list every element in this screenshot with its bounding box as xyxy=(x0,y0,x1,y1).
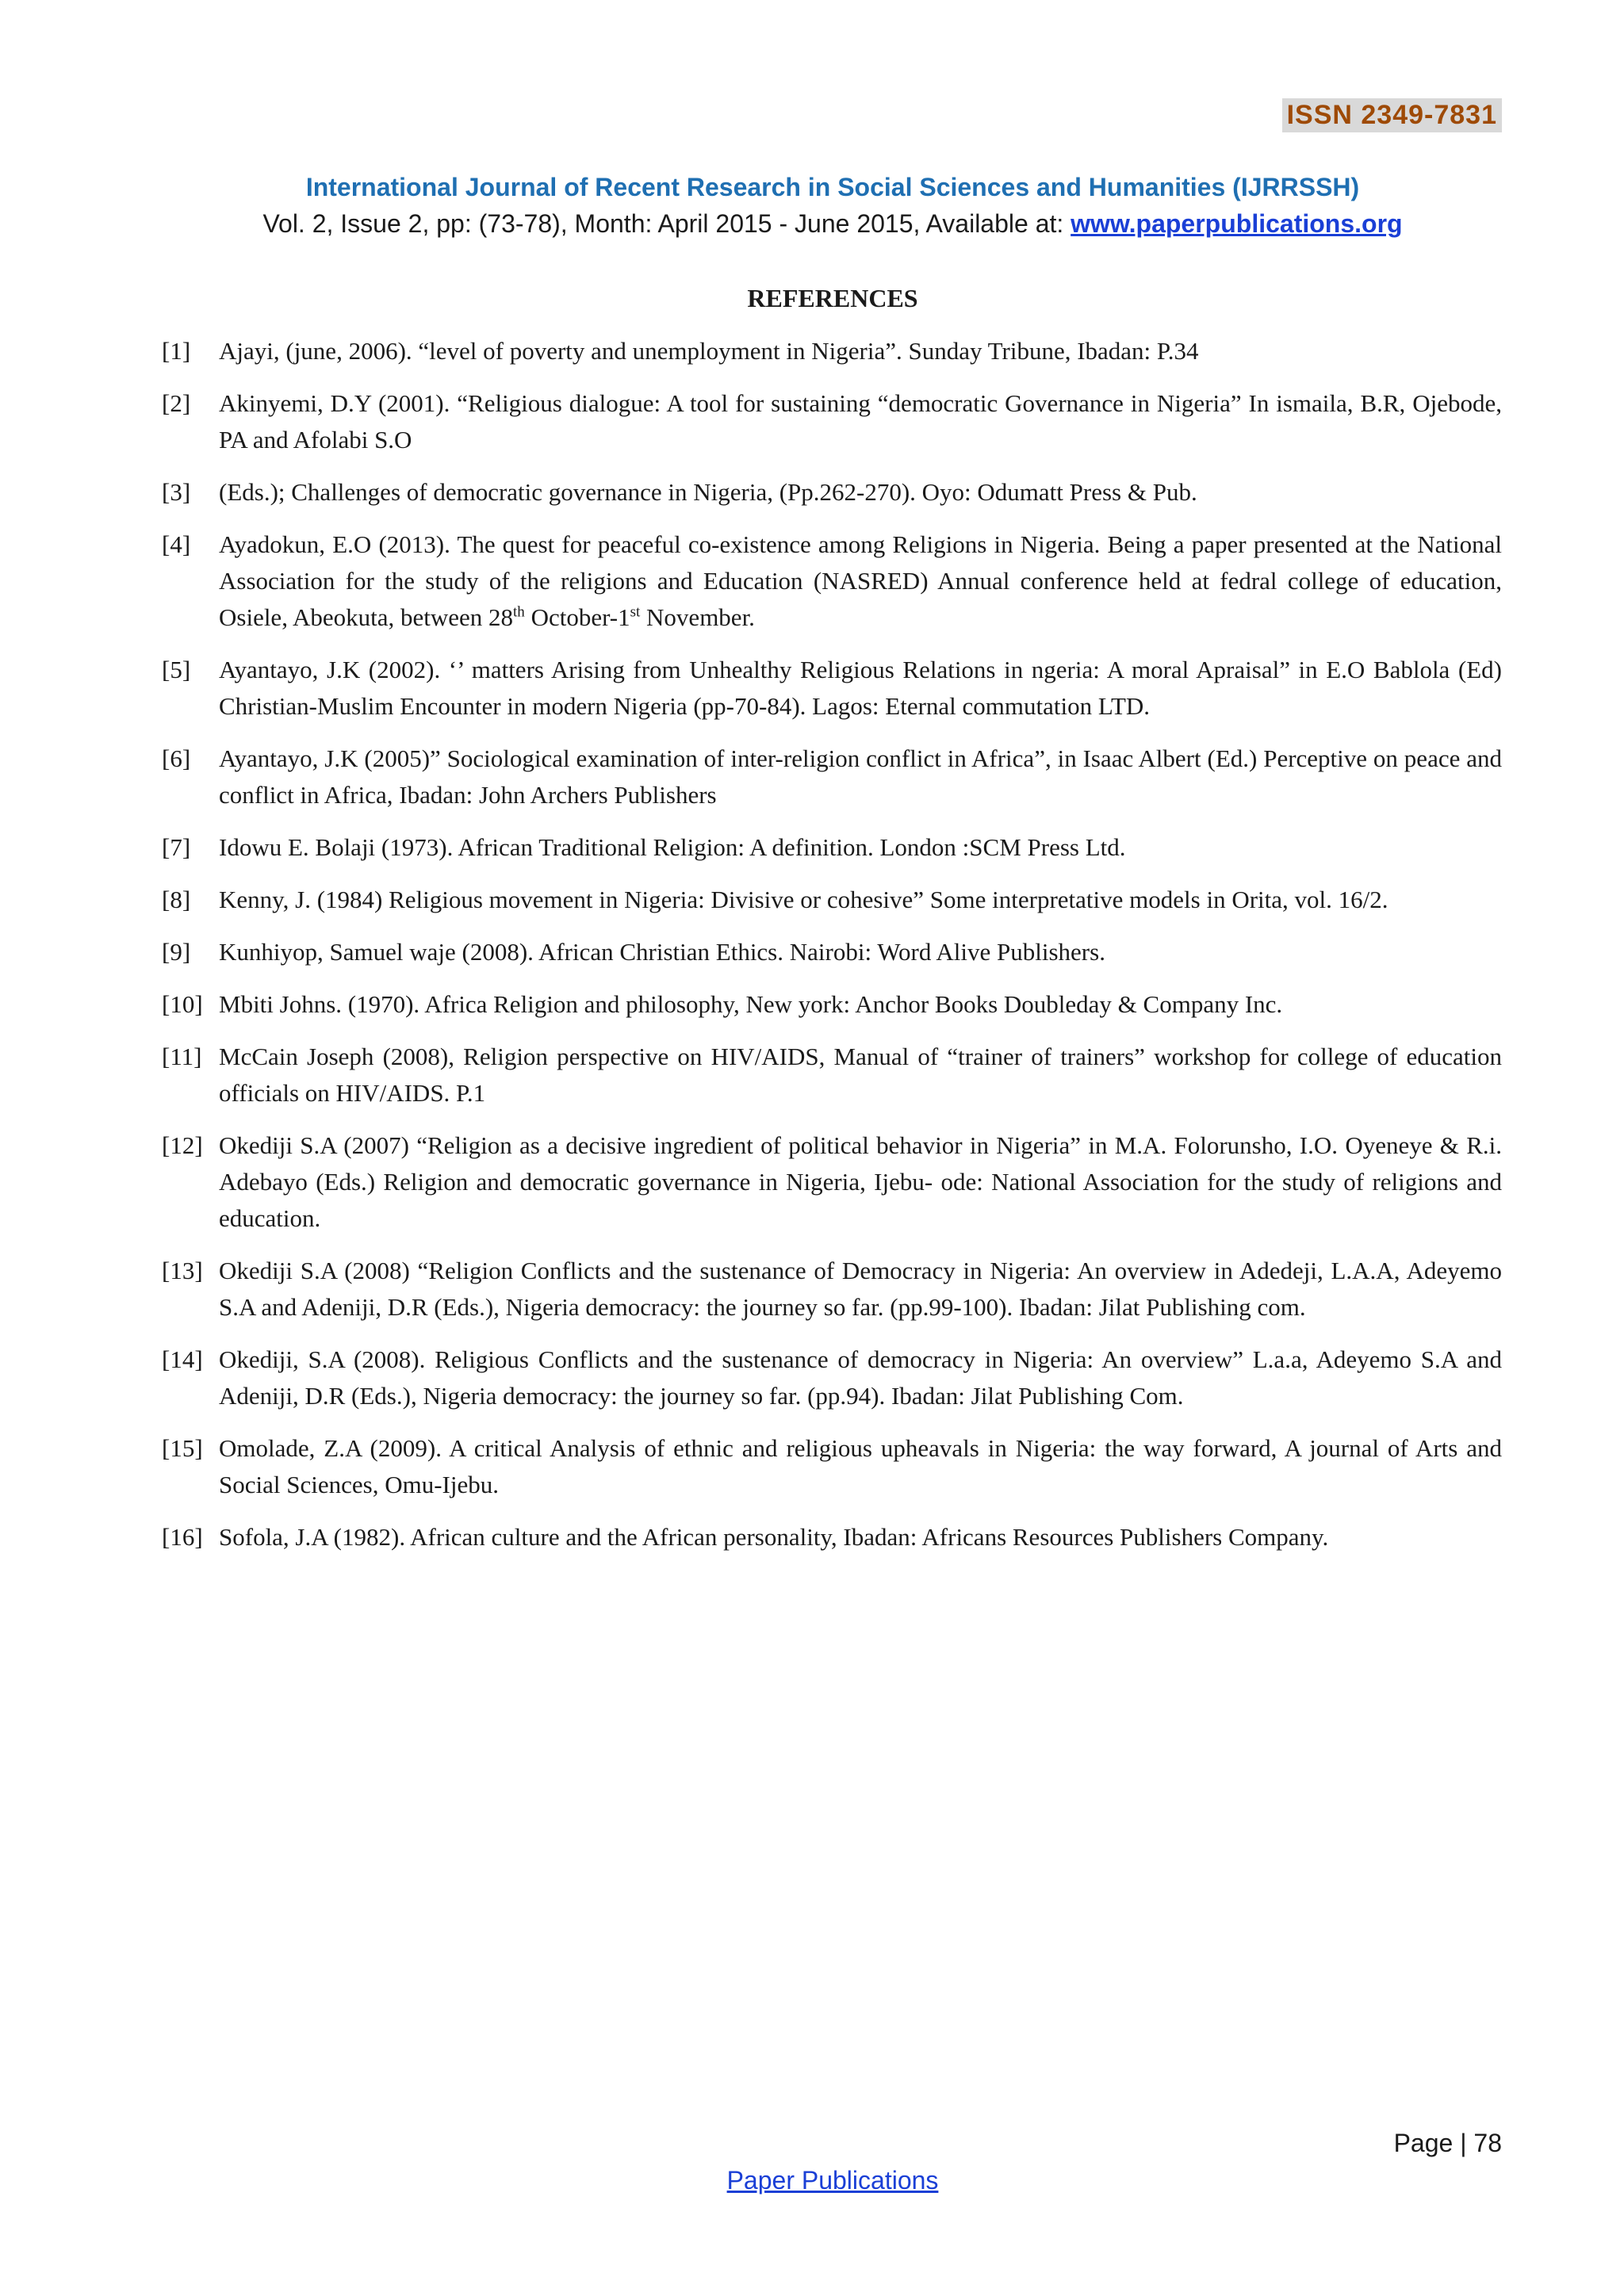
reference-text: Mbiti Johns. (1970). Africa Religion and philosophy, New york: Anchor Books Doubleday & Company Inc. xyxy=(219,990,1283,1018)
reference-number: [13] xyxy=(162,1257,203,1284)
reference-number: [3] xyxy=(162,478,191,506)
publisher-link[interactable]: Paper Publications xyxy=(726,2166,939,2195)
superscript: st xyxy=(630,603,641,621)
reference-item xyxy=(162,740,1502,813)
reference-number: [11] xyxy=(162,1043,202,1070)
reference-item xyxy=(162,829,1502,866)
reference-number: [6] xyxy=(162,744,191,772)
reference-text-part: Ayadokun, E.O (2013). The quest for peaceful co-existence among Religions in Nigeria. Being a paper presented at the National Association for the study of the religions and Education (NASRED) Annual conference held at fedral college of education, Osiele, Abeokuta, between 28 xyxy=(219,530,1502,631)
reference-number: [1] xyxy=(162,337,191,365)
reference-number: [5] xyxy=(162,656,191,683)
reference-text: Ayantayo, J.K (2002). ‘’ matters Arising from Unhealthy Religious Relations in ngeria: A moral Apraisal” in E.O Bablola (Ed) Christian-Muslim Encounter in modern Nigeria (pp-70-84). Lagos: Eternal commutation LTD. xyxy=(219,656,1502,720)
references-heading: REFERENCES xyxy=(747,284,918,312)
reference-item xyxy=(162,652,1502,725)
reference-item xyxy=(162,474,1502,511)
reference-number: [9] xyxy=(162,938,191,966)
reference-text: Omolade, Z.A (2009). A critical Analysis of ethnic and religious upheavals in Nigeria: the way forward, A journal of Arts and Social Sciences, Omu-Ijebu. xyxy=(219,1434,1502,1498)
reference-number: [14] xyxy=(162,1345,203,1373)
reference-item xyxy=(162,1253,1502,1326)
reference-number: [12] xyxy=(162,1131,203,1159)
journal-info-text: Vol. 2, Issue 2, pp: (73-78), Month: April 2015 - June 2015, Available at: xyxy=(262,209,1071,238)
reference-text: Okediji S.A (2008) “Religion Conflicts and the sustenance of Democracy in Nigeria: An overview in Adedeji, L.A.A, Adeyemo S.A and Adeniji, D.R (Eds.), Nigeria democracy: the journey so far. (pp.99-100). Ibadan: Jilat Publishing com. xyxy=(219,1257,1502,1321)
reference-item xyxy=(162,882,1502,918)
reference-item xyxy=(162,385,1502,458)
reference-item xyxy=(162,526,1502,636)
reference-number: [16] xyxy=(162,1523,203,1551)
reference-item xyxy=(162,1519,1502,1556)
reference-text: Sofola, J.A (1982). African culture and the African personality, Ibadan: Africans Resources Publishers Company. xyxy=(219,1523,1329,1551)
reference-text: McCain Joseph (2008), Religion perspective on HIV/AIDS, Manual of “trainer of trainers” workshop for college of education officials on HIV/AIDS. P.1 xyxy=(219,1043,1502,1107)
reference-text: Okediji, S.A (2008). Religious Conflicts and the sustenance of democracy in Nigeria: An overview” L.a.a, Adeyemo S.A and Adeniji, D.R (Eds.), Nigeria democracy: the journey so far. (pp.94). Ibadan: Jilat Publishing Com. xyxy=(219,1345,1502,1410)
reference-number: [8] xyxy=(162,886,191,913)
reference-item xyxy=(162,1430,1502,1503)
reference-text: Ajayi, (june, 2006). “level of poverty and unemployment in Nigeria”. Sunday Tribune, Ibadan: P.34 xyxy=(219,337,1199,365)
reference-number: [15] xyxy=(162,1434,203,1462)
journal-info xyxy=(0,209,1624,239)
reference-list xyxy=(162,333,1502,1571)
issn-badge: ISSN 2349-7831 xyxy=(1282,98,1502,132)
reference-number: [2] xyxy=(162,389,191,417)
reference-item xyxy=(162,934,1502,970)
reference-text-part: October-1 xyxy=(524,603,630,631)
reference-text: Kunhiyop, Samuel waje (2008). African Christian Ethics. Nairobi: Word Alive Publishers. xyxy=(219,938,1105,966)
reference-text: Okediji S.A (2007) “Religion as a decisive ingredient of political behavior in Nigeria” in M.A. Folorunsho, I.O. Oyeneye & R.i. Adebayo (Eds.) Religion and democratic governance in Nigeria, Ijebu- ode: National Association for the study of religions and education. xyxy=(219,1131,1502,1232)
reference-text-part: November. xyxy=(640,603,755,631)
reference-item xyxy=(162,1127,1502,1237)
reference-item xyxy=(162,333,1502,369)
reference-text: Akinyemi, D.Y (2001). “Religious dialogue: A tool for sustaining “democratic Governance in Nigeria” In ismaila, B.R, Ojebode, PA and Afolabi S.O xyxy=(219,389,1502,453)
reference-item xyxy=(162,1341,1502,1414)
reference-text: (Eds.); Challenges of democratic governance in Nigeria, (Pp.262-270). Oyo: Odumatt Press & Pub. xyxy=(219,478,1197,506)
page-number: Page | 78 xyxy=(1393,2129,1502,2157)
journal-website-link[interactable]: www.paperpublications.org xyxy=(1071,209,1403,238)
reference-text: Kenny, J. (1984) Religious movement in Nigeria: Divisive or cohesive” Some interpretative models in Orita, vol. 16/2. xyxy=(219,886,1388,913)
superscript: th xyxy=(513,603,525,621)
reference-item xyxy=(162,986,1502,1023)
reference-text xyxy=(219,526,1502,636)
reference-text: Idowu E. Bolaji (1973). African Traditional Religion: A definition. London :SCM Press Ltd. xyxy=(219,833,1126,861)
reference-number: [4] xyxy=(162,530,191,558)
reference-number: [10] xyxy=(162,990,203,1018)
reference-number: [7] xyxy=(162,833,191,861)
reference-item xyxy=(162,1039,1502,1112)
journal-title: International Journal of Recent Research in Social Sciences and Humanities (IJRRSSH) xyxy=(305,173,1360,201)
reference-text: Ayantayo, J.K (2005)” Sociological examination of inter-religion conflict in Africa”, in Isaac Albert (Ed.) Perceptive on peace and conflict in Africa, Ibadan: John Archers Publishers xyxy=(219,744,1502,809)
